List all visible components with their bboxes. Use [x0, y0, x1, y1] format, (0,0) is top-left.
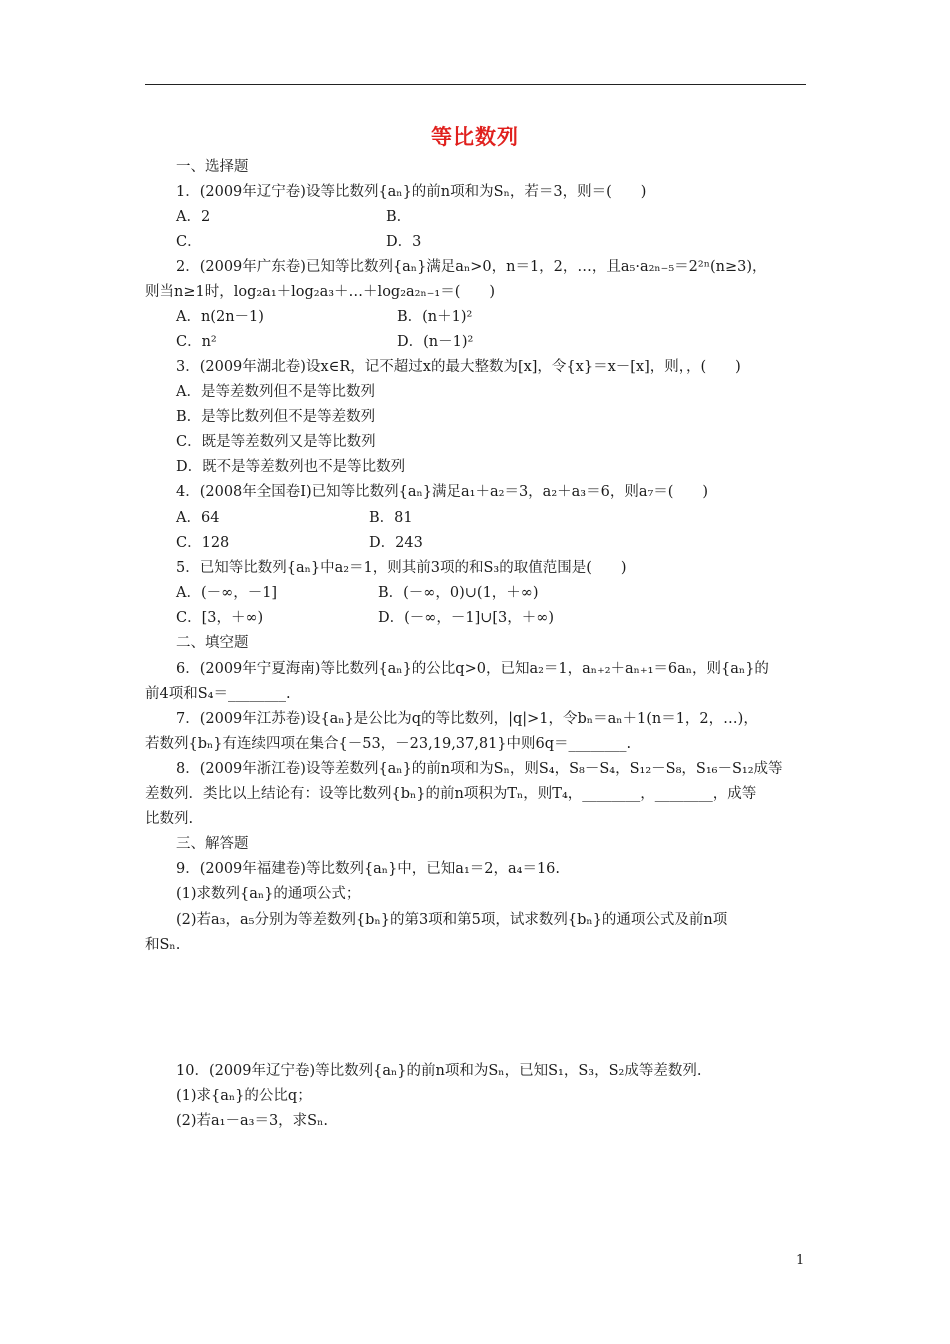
q3-option-d: D．既不是等差数列也不是等比数列 — [176, 459, 406, 475]
q1-option-d: D．3 — [386, 234, 422, 250]
q1-option-c: C． — [176, 234, 202, 250]
question-7-line-1: 7．(2009年江苏卷)设{aₙ}是公比为q的等比数列，|q|>1，令bₙ＝aₙ＋1(n＝1，2，…)， — [176, 711, 758, 727]
q4-option-a: A．64 — [176, 510, 220, 526]
q1-option-b: B． — [386, 209, 412, 225]
question-2-line-2: 则当n≥1时，log₂a₁＋log₂a₃＋…＋log₂a₂ₙ₋₁＝( ) — [145, 284, 496, 300]
q4-option-b: B．81 — [369, 510, 413, 526]
q5-option-a: A．(－∞，－1] — [176, 585, 278, 601]
section-heading: 一、选择题 — [176, 159, 249, 175]
question-5: 5．已知等比数列{aₙ}中a₂＝1，则其前3项的和S₃的取值范围是( ) — [176, 560, 627, 576]
question-7-line-2: 若数列{bₙ}有连续四项在集合{－53，－23,19,37,81}中则6q＝________. — [145, 736, 632, 752]
question-1: 1．(2009年辽宁卷)设等比数列{aₙ}的前n项和为Sₙ，若＝3，则＝( ) — [176, 184, 647, 200]
q2-option-d: D．(n－1)² — [397, 334, 474, 350]
q2-option-b: B．(n＋1)² — [397, 309, 473, 325]
question-6-line-2: 前4项和S₄＝________. — [145, 686, 291, 702]
question-9: 9．(2009年福建卷)等比数列{aₙ}中，已知a₁＝2，a₄＝16. — [176, 861, 561, 877]
q4-option-d: D．243 — [369, 535, 423, 551]
q4-option-c: C．128 — [176, 535, 230, 551]
question-9-part-2-line-2: 和Sₙ. — [145, 937, 181, 953]
q3-option-b: B．是等比数列但不是等差数列 — [176, 409, 376, 425]
q2-option-a: A．n(2n－1) — [176, 309, 264, 325]
q3-option-c: C．既是等差数列又是等比数列 — [176, 434, 376, 450]
q3-option-a: A．是等差数列但不是等比数列 — [176, 384, 375, 400]
question-9-part-1: (1)求数列{aₙ}的通项公式； — [176, 886, 361, 902]
q5-option-d: D．(－∞，－1]∪[3，＋∞) — [378, 610, 555, 626]
question-8-line-1: 8．(2009年浙江卷)设等差数列{aₙ}的前n项和为Sₙ，则S₄，S₈－S₄，S₁₂－S₈，S₁₆－S₁₂成等 — [176, 761, 783, 777]
question-10-part-2: (2)若a₁－a₃＝3，求Sₙ. — [176, 1113, 328, 1129]
q5-option-b: B．(－∞，0)∪(1，＋∞) — [378, 585, 539, 601]
header-rule — [145, 84, 806, 85]
q5-option-c: C．[3，＋∞) — [176, 610, 264, 626]
question-6-line-1: 6．(2009年宁夏海南)等比数列{aₙ}的公比q>0，已知a₂＝1，aₙ₊₂＋aₙ₊₁＝6aₙ，则{aₙ}的 — [176, 661, 769, 677]
q2-option-c: C．n² — [176, 334, 217, 350]
question-9-part-2-line-1: (2)若a₃，a₅分别为等差数列{bₙ}的第3项和第5项，试求数列{bₙ}的通项公式及前n项 — [176, 912, 728, 928]
question-8-line-2: 差数列．类比以上结论有：设等比数列{bₙ}的前n项积为Tₙ，则T₄，________，________，成等 — [145, 786, 757, 802]
question-8-line-3: 比数列. — [145, 811, 194, 827]
question-3: 3．(2009年湖北卷)设x∈R，记不超过x的最大整数为[x]，令{x}＝x－[x]，则，，( ) — [176, 359, 741, 375]
question-2-line-1: 2．(2009年广东卷)已知等比数列{aₙ}满足aₙ>0，n＝1，2，…，且a₅·a₂ₙ₋₅＝2²ⁿ(n≥3)， — [176, 259, 767, 275]
page-number: 1 — [796, 1253, 805, 1268]
section-heading: 三、解答题 — [176, 836, 249, 852]
question-10: 10．(2009年辽宁卷)等比数列{aₙ}的前n项和为Sₙ，已知S₁，S₃，S₂成等差数列. — [176, 1063, 702, 1079]
question-4: 4．(2008年全国卷Ⅰ)已知等比数列{aₙ}满足a₁＋a₂＝3，a₂＋a₃＝6，则a₇＝( ) — [176, 484, 709, 500]
q1-option-a: A．2 — [176, 209, 211, 225]
page-title: 等比数列 — [431, 125, 519, 149]
section-heading: 二、填空题 — [176, 635, 249, 651]
question-10-part-1: (1)求{aₙ}的公比q； — [176, 1088, 312, 1104]
